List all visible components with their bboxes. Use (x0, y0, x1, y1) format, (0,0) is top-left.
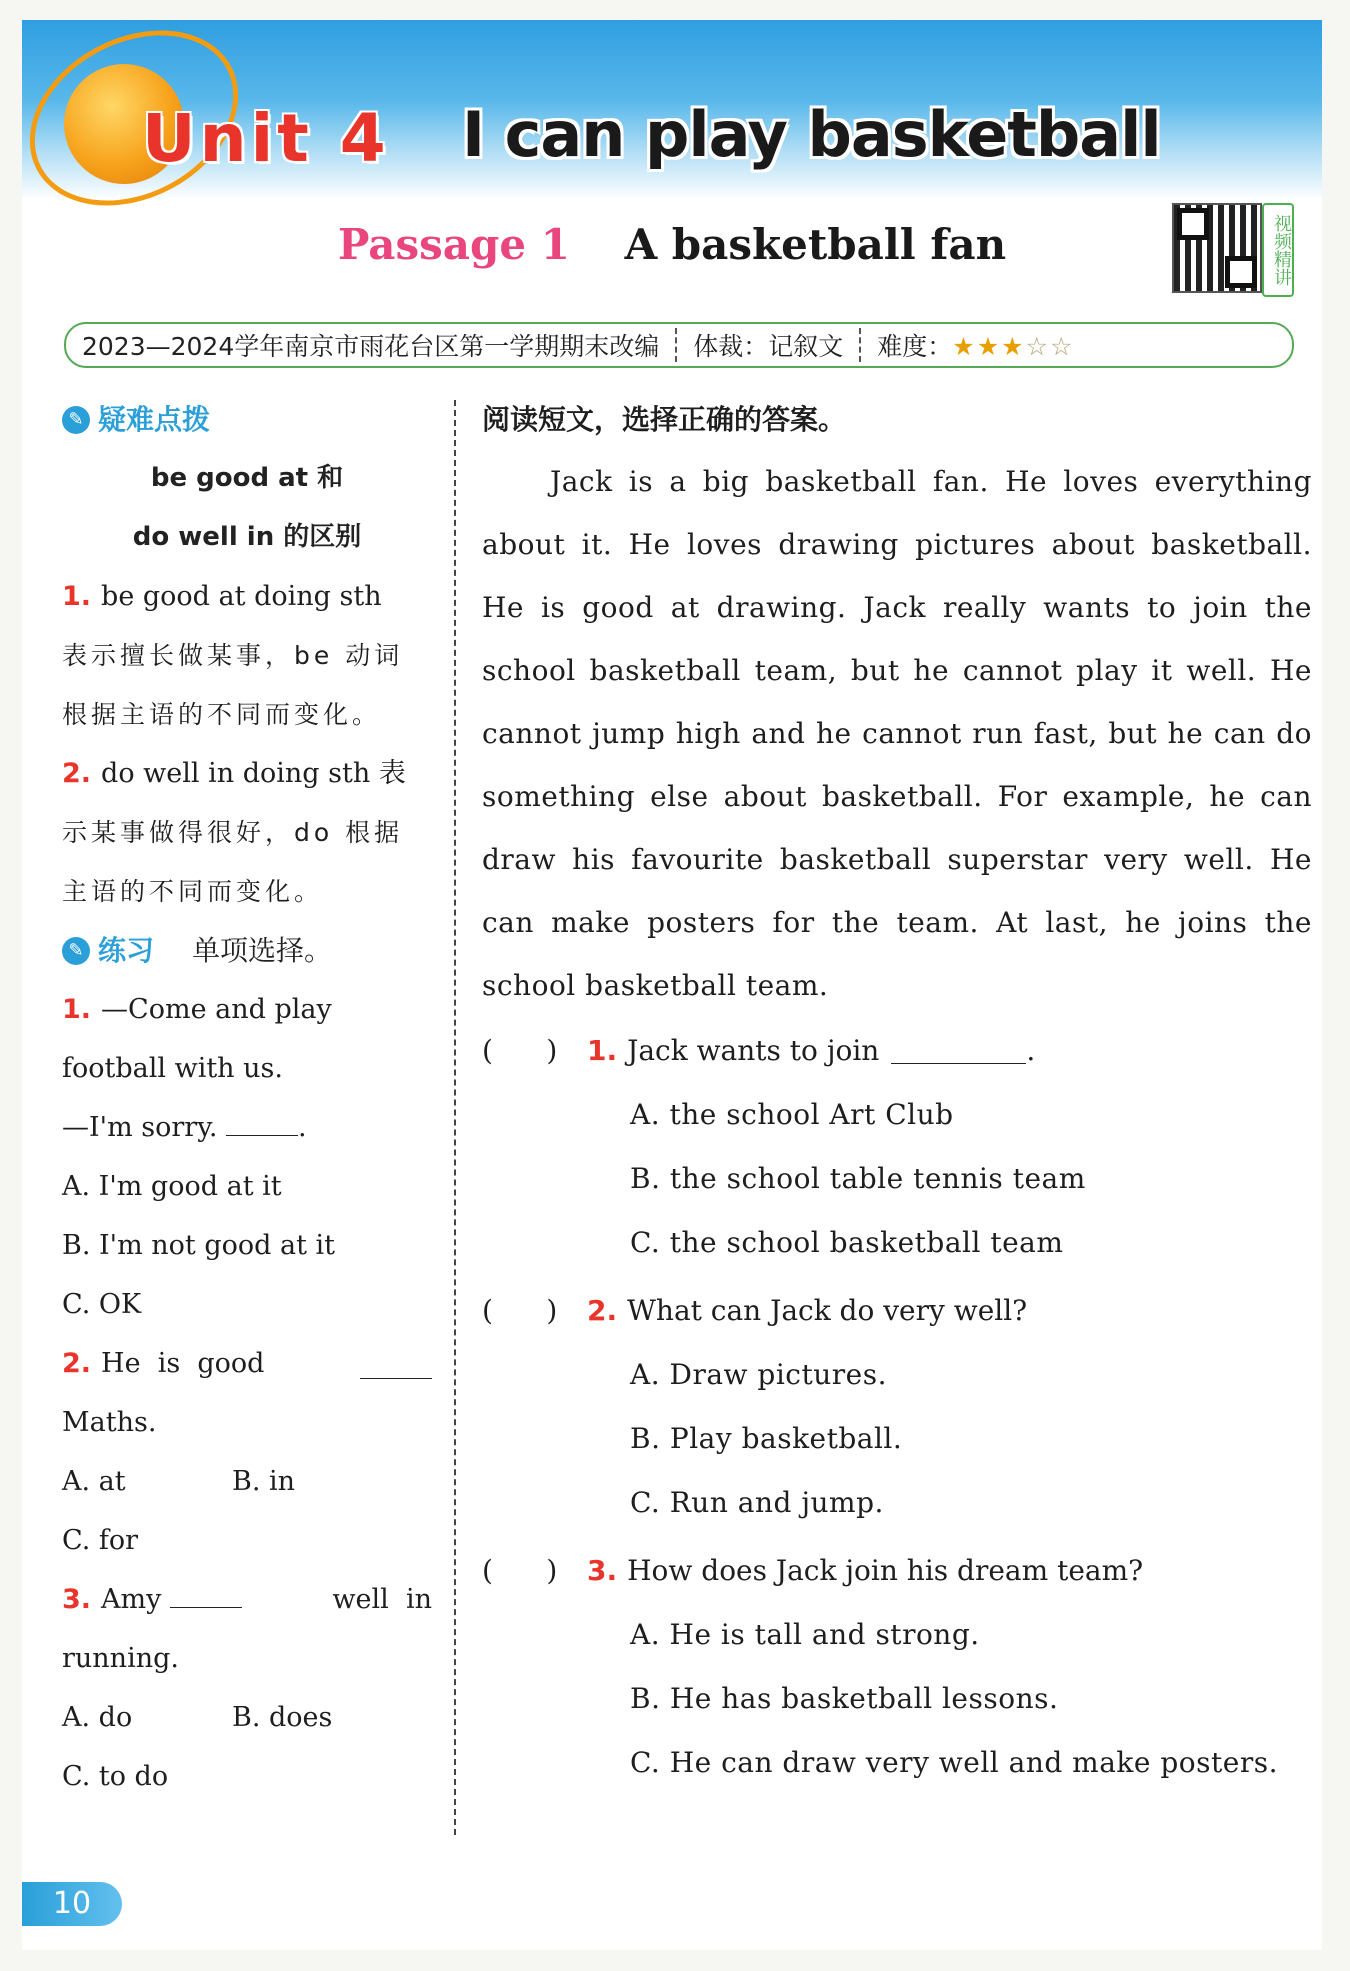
question-block (482, 1279, 1312, 1535)
option[interactable]: A. I'm good at it (62, 1171, 282, 1202)
question-number: 2. (587, 1294, 618, 1327)
passage-title: A basketball fan (624, 220, 1007, 269)
star-filled-icon: ★★★ (952, 332, 1026, 361)
star-empty-icon: ☆☆ (1025, 332, 1075, 361)
genre-text: 体裁：记叙文 (693, 332, 844, 361)
practice-section-tag (62, 921, 432, 980)
practice-line: running. (62, 1643, 179, 1674)
tip-chinese-line: 表示擅长做某事，be 动词 (62, 641, 404, 670)
answer-bracket[interactable]: ( ) (482, 1554, 558, 1587)
option[interactable]: B. in (232, 1466, 296, 1497)
pencil-icon: ✎ (62, 937, 90, 965)
tip-chinese-line: 示某事做得很好，do 根据 (62, 818, 404, 847)
qr-code-icon[interactable] (1172, 203, 1262, 293)
passage-heading (22, 220, 1322, 269)
practice-instruction: 单项选择。 (192, 934, 333, 967)
tip-point (62, 567, 432, 744)
practice-line: well in (332, 1584, 432, 1615)
practice-line: Amy (101, 1584, 162, 1615)
column-divider (454, 400, 456, 1835)
qr-video-note: 视频精讲 (1262, 203, 1294, 297)
passage-label: Passage 1 (337, 220, 570, 269)
practice-line: He is good (101, 1348, 265, 1379)
pencil-icon: ✎ (62, 406, 90, 434)
tip-chinese-line: 主语的不同而变化。 (62, 877, 324, 906)
option[interactable]: C. Run and jump. (630, 1486, 884, 1519)
question-stem: What can Jack do very well? (627, 1294, 1028, 1327)
difficulty-rating (861, 327, 1090, 363)
tip-chinese-line: 根据主语的不同而变化。 (62, 700, 382, 729)
option[interactable]: C. the school basketball team (630, 1226, 1064, 1259)
practice-item (62, 1334, 432, 1570)
question-number: 1. (587, 1034, 618, 1067)
tip-number: 1. (62, 581, 92, 612)
practice-number: 1. (62, 994, 92, 1025)
tip-english: be good at doing sth (101, 581, 382, 612)
practice-number: 3. (62, 1584, 92, 1615)
option[interactable]: C. for (62, 1525, 139, 1556)
option[interactable]: B. Play basketball. (630, 1422, 903, 1455)
answer-bracket[interactable]: ( ) (482, 1034, 558, 1067)
tips-heading-line1: be good at 和 (150, 463, 344, 493)
tip-number: 2. (62, 758, 92, 789)
option[interactable]: C. to do (62, 1761, 169, 1792)
answer-bracket[interactable]: ( ) (482, 1294, 558, 1327)
reading-passage: Jack is a big basketball fan. He loves everything about it. He loves drawing pictures about basketball. He is good at drawing. Jack really wants to join the school basketball team, but he cannot play it well. He cannot jump high and he cannot run fast, but he can do something else about basketball. For example, he can draw his favourite basketball superstar very well. He can make posters for the team. At last, he joins the school basketball team. (482, 465, 1312, 1002)
source-text: 2023—2024学年南京市雨花台区第一学期期末改编 (82, 332, 660, 361)
option[interactable]: A. He is tall and strong. (630, 1618, 980, 1651)
reading-instruction: 阅读短文，选择正确的答案。 (482, 403, 847, 436)
unit-title: I can play basketball (462, 98, 1161, 171)
answer-blank[interactable] (360, 1348, 432, 1379)
practice-line: —Come and play (101, 994, 332, 1025)
question-block: ( ) 1. Jack wants to join . A. the school Art Club B. the school table tennis team C. the school basketball team (482, 1019, 1312, 1275)
option[interactable]: A. the school Art Club (630, 1098, 954, 1131)
option[interactable]: A. at (62, 1466, 126, 1497)
tip-english: do well in doing sth 表 (101, 758, 406, 789)
option[interactable]: A. do (62, 1702, 133, 1733)
difficulty-label: 难度： (877, 332, 953, 361)
workbook-page (22, 20, 1322, 1950)
option[interactable]: C. OK (62, 1289, 142, 1320)
source-info-bar (64, 322, 1294, 368)
option[interactable]: B. the school table tennis team (630, 1162, 1086, 1195)
option[interactable]: C. He can draw very well and make posters. (630, 1746, 1278, 1779)
question-stem: How does Jack join his dream team? (627, 1554, 1144, 1587)
option[interactable]: B. I'm not good at it (62, 1230, 336, 1261)
practice-item: 1. —Come and play football with us. —I'm sorry. . A. I'm good at it B. I'm not good at it C. OK (62, 980, 432, 1334)
practice-line: Maths. (62, 1407, 157, 1438)
page-number: 10 (22, 1882, 122, 1926)
question-block (482, 1539, 1312, 1795)
tip-point (62, 744, 432, 921)
practice-number: 2. (62, 1348, 92, 1379)
tips-tag-label: 疑难点拨 (98, 403, 211, 436)
tips-heading-line2: do well in 的区别 (132, 522, 362, 552)
option[interactable]: B. does (232, 1702, 333, 1733)
answer-blank[interactable] (226, 1105, 298, 1136)
left-column (62, 390, 432, 1806)
practice-line: —I'm sorry. (62, 1112, 218, 1143)
practice-item (62, 1570, 432, 1806)
question-number: 3. (587, 1554, 618, 1587)
question-stem: Jack wants to join (627, 1034, 880, 1067)
practice-tag-label: 练习 (98, 934, 155, 967)
answer-blank[interactable] (170, 1577, 242, 1608)
right-column (482, 390, 1312, 1799)
practice-line: football with us. (62, 1053, 283, 1084)
option[interactable]: B. He has basketball lessons. (630, 1682, 1059, 1715)
unit-banner (22, 20, 1322, 200)
unit-label: Unit 4 (142, 100, 390, 177)
answer-blank[interactable] (891, 1033, 1026, 1064)
tips-section-tag (62, 390, 432, 449)
option[interactable]: A. Draw pictures. (630, 1358, 887, 1391)
